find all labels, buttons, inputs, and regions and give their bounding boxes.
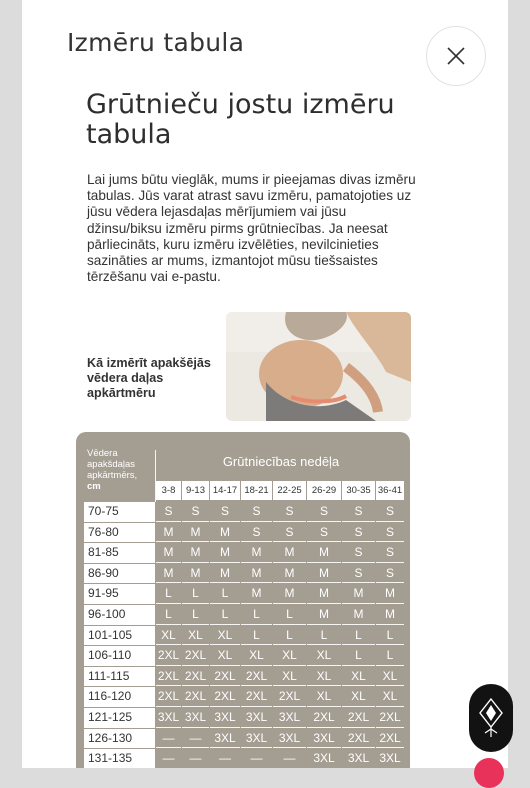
size-cell: 3XL (273, 729, 306, 749)
size-cell: M (273, 564, 306, 584)
size-cell: 2XL (210, 667, 240, 687)
pregnant-belly-photo (226, 312, 411, 421)
size-cell: M (182, 543, 209, 563)
size-cell: L (241, 605, 272, 625)
size-cell: XL (210, 626, 240, 646)
row-size-range: 86-90 (84, 564, 155, 584)
size-cell: 3XL (307, 749, 341, 768)
size-cell: 2XL (307, 708, 341, 728)
week-column-header: 9-13 (182, 481, 209, 500)
size-cell: M (241, 564, 272, 584)
size-cell: L (342, 626, 375, 646)
size-cell: M (241, 584, 272, 604)
size-cell: 3XL (156, 708, 181, 728)
measure-instruction: Kā izmērīt apakšējās vēdera daļas apkārtmēru (87, 356, 211, 400)
row-size-range: 111-115 (84, 667, 155, 687)
size-cell: 2XL (376, 729, 404, 749)
size-cell: XL (376, 687, 404, 707)
size-cell: M (307, 605, 341, 625)
size-cell: L (307, 626, 341, 646)
row-size-range: 121-125 (84, 708, 155, 728)
size-chart-modal (22, 0, 508, 768)
table-row (84, 646, 404, 667)
row-size-range: 96-100 (84, 605, 155, 625)
size-cell: 2XL (182, 667, 209, 687)
row-size-range: 116-120 (84, 687, 155, 707)
chat-button[interactable] (469, 684, 513, 752)
size-cell: 3XL (182, 708, 209, 728)
size-cell: S (210, 502, 240, 522)
size-cell: S (376, 502, 404, 522)
size-cell: M (273, 584, 306, 604)
size-cell: — (241, 749, 272, 768)
size-cell: 2XL (156, 687, 181, 707)
week-column-header: 26-29 (307, 481, 341, 500)
row-size-range: 101-105 (84, 626, 155, 646)
size-cell: S (241, 502, 272, 522)
size-cell: S (342, 564, 375, 584)
size-cell: S (342, 502, 375, 522)
size-cell: — (273, 749, 306, 768)
size-cell: S (307, 502, 341, 522)
size-cell: 2XL (241, 667, 272, 687)
size-cell: L (376, 646, 404, 666)
corner-label-unit: cm (87, 481, 101, 492)
size-cell: M (182, 564, 209, 584)
size-cell: M (376, 584, 404, 604)
table-row (84, 729, 404, 750)
size-cell: XL (156, 626, 181, 646)
size-cell: M (376, 605, 404, 625)
week-header-title: Grūtniecības nedēļa (222, 454, 340, 469)
size-cell: 2XL (273, 687, 306, 707)
size-cell: 3XL (273, 708, 306, 728)
table-row (84, 564, 404, 585)
notification-badge (474, 758, 504, 788)
size-cell: M (210, 523, 240, 543)
size-cell: 2XL (156, 667, 181, 687)
week-header-row (156, 481, 405, 500)
size-cell: 2XL (182, 646, 209, 666)
size-cell: S (376, 543, 404, 563)
size-cell: 2XL (210, 687, 240, 707)
size-cell: 3XL (307, 729, 341, 749)
size-cell: M (307, 543, 341, 563)
week-column-header: 36-41 (376, 481, 404, 500)
size-cell: L (342, 646, 375, 666)
size-cell: XL (273, 646, 306, 666)
size-cell: L (182, 584, 209, 604)
size-cell: 3XL (210, 729, 240, 749)
size-cell: XL (182, 626, 209, 646)
size-cell: S (342, 543, 375, 563)
size-cell: 3XL (210, 708, 240, 728)
row-size-range: 91-95 (84, 584, 155, 604)
size-cell: M (210, 543, 240, 563)
size-cell: XL (307, 687, 341, 707)
row-size-range: 70-75 (84, 502, 155, 522)
size-cell: — (156, 729, 181, 749)
size-cell: M (182, 523, 209, 543)
size-cell: S (182, 502, 209, 522)
size-cell: 2XL (376, 708, 404, 728)
size-cell: — (182, 729, 209, 749)
page-heading: Grūtnieču jostu izmēru tabula (86, 89, 395, 150)
corner-label-text: Vēdera apakšdaļas apkārtmērs, (87, 448, 138, 481)
week-column-header: 30-35 (342, 481, 375, 500)
size-cell: L (210, 605, 240, 625)
table-row (84, 584, 404, 605)
size-cell: XL (376, 667, 404, 687)
table-row (84, 749, 404, 768)
size-cell: M (307, 584, 341, 604)
modal-title: Izmēru tabula (67, 28, 245, 57)
table-row (84, 502, 404, 523)
size-cell: S (376, 523, 404, 543)
size-cell: M (156, 523, 181, 543)
size-cell: 2XL (342, 708, 375, 728)
table-row (84, 605, 404, 626)
week-column-header: 22-25 (273, 481, 306, 500)
row-size-range: 106-110 (84, 646, 155, 666)
size-cell: XL (342, 667, 375, 687)
size-cell: — (182, 749, 209, 768)
size-cell: L (156, 605, 181, 625)
size-cell: M (210, 564, 240, 584)
table-row (84, 667, 404, 688)
size-cell: 3XL (241, 729, 272, 749)
size-cell: S (307, 523, 341, 543)
size-cell: M (156, 543, 181, 563)
size-cell: M (273, 543, 306, 563)
row-size-range: 76-80 (84, 523, 155, 543)
size-cell: 3XL (376, 749, 404, 768)
size-cell: L (273, 626, 306, 646)
table-row (84, 626, 404, 647)
size-cell: S (273, 502, 306, 522)
size-cell: 3XL (241, 708, 272, 728)
size-cell: M (342, 584, 375, 604)
size-cell: M (307, 564, 341, 584)
size-table (76, 432, 410, 768)
size-cell: XL (342, 687, 375, 707)
size-cell: M (342, 605, 375, 625)
row-size-range: 81-85 (84, 543, 155, 563)
size-cell: L (156, 584, 181, 604)
size-cell: 2XL (241, 687, 272, 707)
size-cell: L (210, 584, 240, 604)
intro-text: Lai jums būtu vieglāk, mums ir pieejamas divas izmēru tabulas. Jūs varat atrast savu izmēru, pamatojoties uz jūsu vēdera lejasdaļas mērījumiem vai jūsu džinsu/biksu izmēru pirms grūtniecības. Ja neesat pārliecināts, kuru izmēru izvēlēties, nevilcinieties sazināties ar mums, izmantojot mūsu tiešsaistes tērzēšanu vai e-pastu. (87, 172, 416, 285)
table-corner-label (87, 448, 153, 492)
table-row (84, 708, 404, 729)
size-cell: XL (241, 646, 272, 666)
size-cell: XL (307, 646, 341, 666)
week-column-header: 18-21 (241, 481, 272, 500)
close-icon (445, 45, 467, 67)
size-cell: — (210, 749, 240, 768)
table-row (84, 523, 404, 544)
size-cell: S (156, 502, 181, 522)
size-cell: XL (307, 667, 341, 687)
size-cell: XL (273, 667, 306, 687)
size-cell: L (182, 605, 209, 625)
row-size-range: 131-135 (84, 749, 155, 768)
size-cell: L (241, 626, 272, 646)
size-cell: 3XL (342, 749, 375, 768)
size-cell: — (156, 749, 181, 768)
row-size-range: 126-130 (84, 729, 155, 749)
size-cell: M (241, 543, 272, 563)
size-cell: S (273, 523, 306, 543)
close-button[interactable] (426, 26, 486, 86)
diamond-logo-icon (476, 695, 506, 741)
size-cell: 2XL (156, 646, 181, 666)
size-cell: L (376, 626, 404, 646)
size-cell: XL (210, 646, 240, 666)
size-cell: 2XL (342, 729, 375, 749)
size-cell: L (273, 605, 306, 625)
table-body (84, 502, 404, 768)
table-row (84, 543, 404, 564)
size-cell: S (342, 523, 375, 543)
table-row (84, 687, 404, 708)
week-column-header: 14-17 (210, 481, 240, 500)
size-cell: M (156, 564, 181, 584)
size-cell: 2XL (182, 687, 209, 707)
size-cell: S (241, 523, 272, 543)
week-column-header: 3-8 (156, 481, 181, 500)
size-cell: S (376, 564, 404, 584)
